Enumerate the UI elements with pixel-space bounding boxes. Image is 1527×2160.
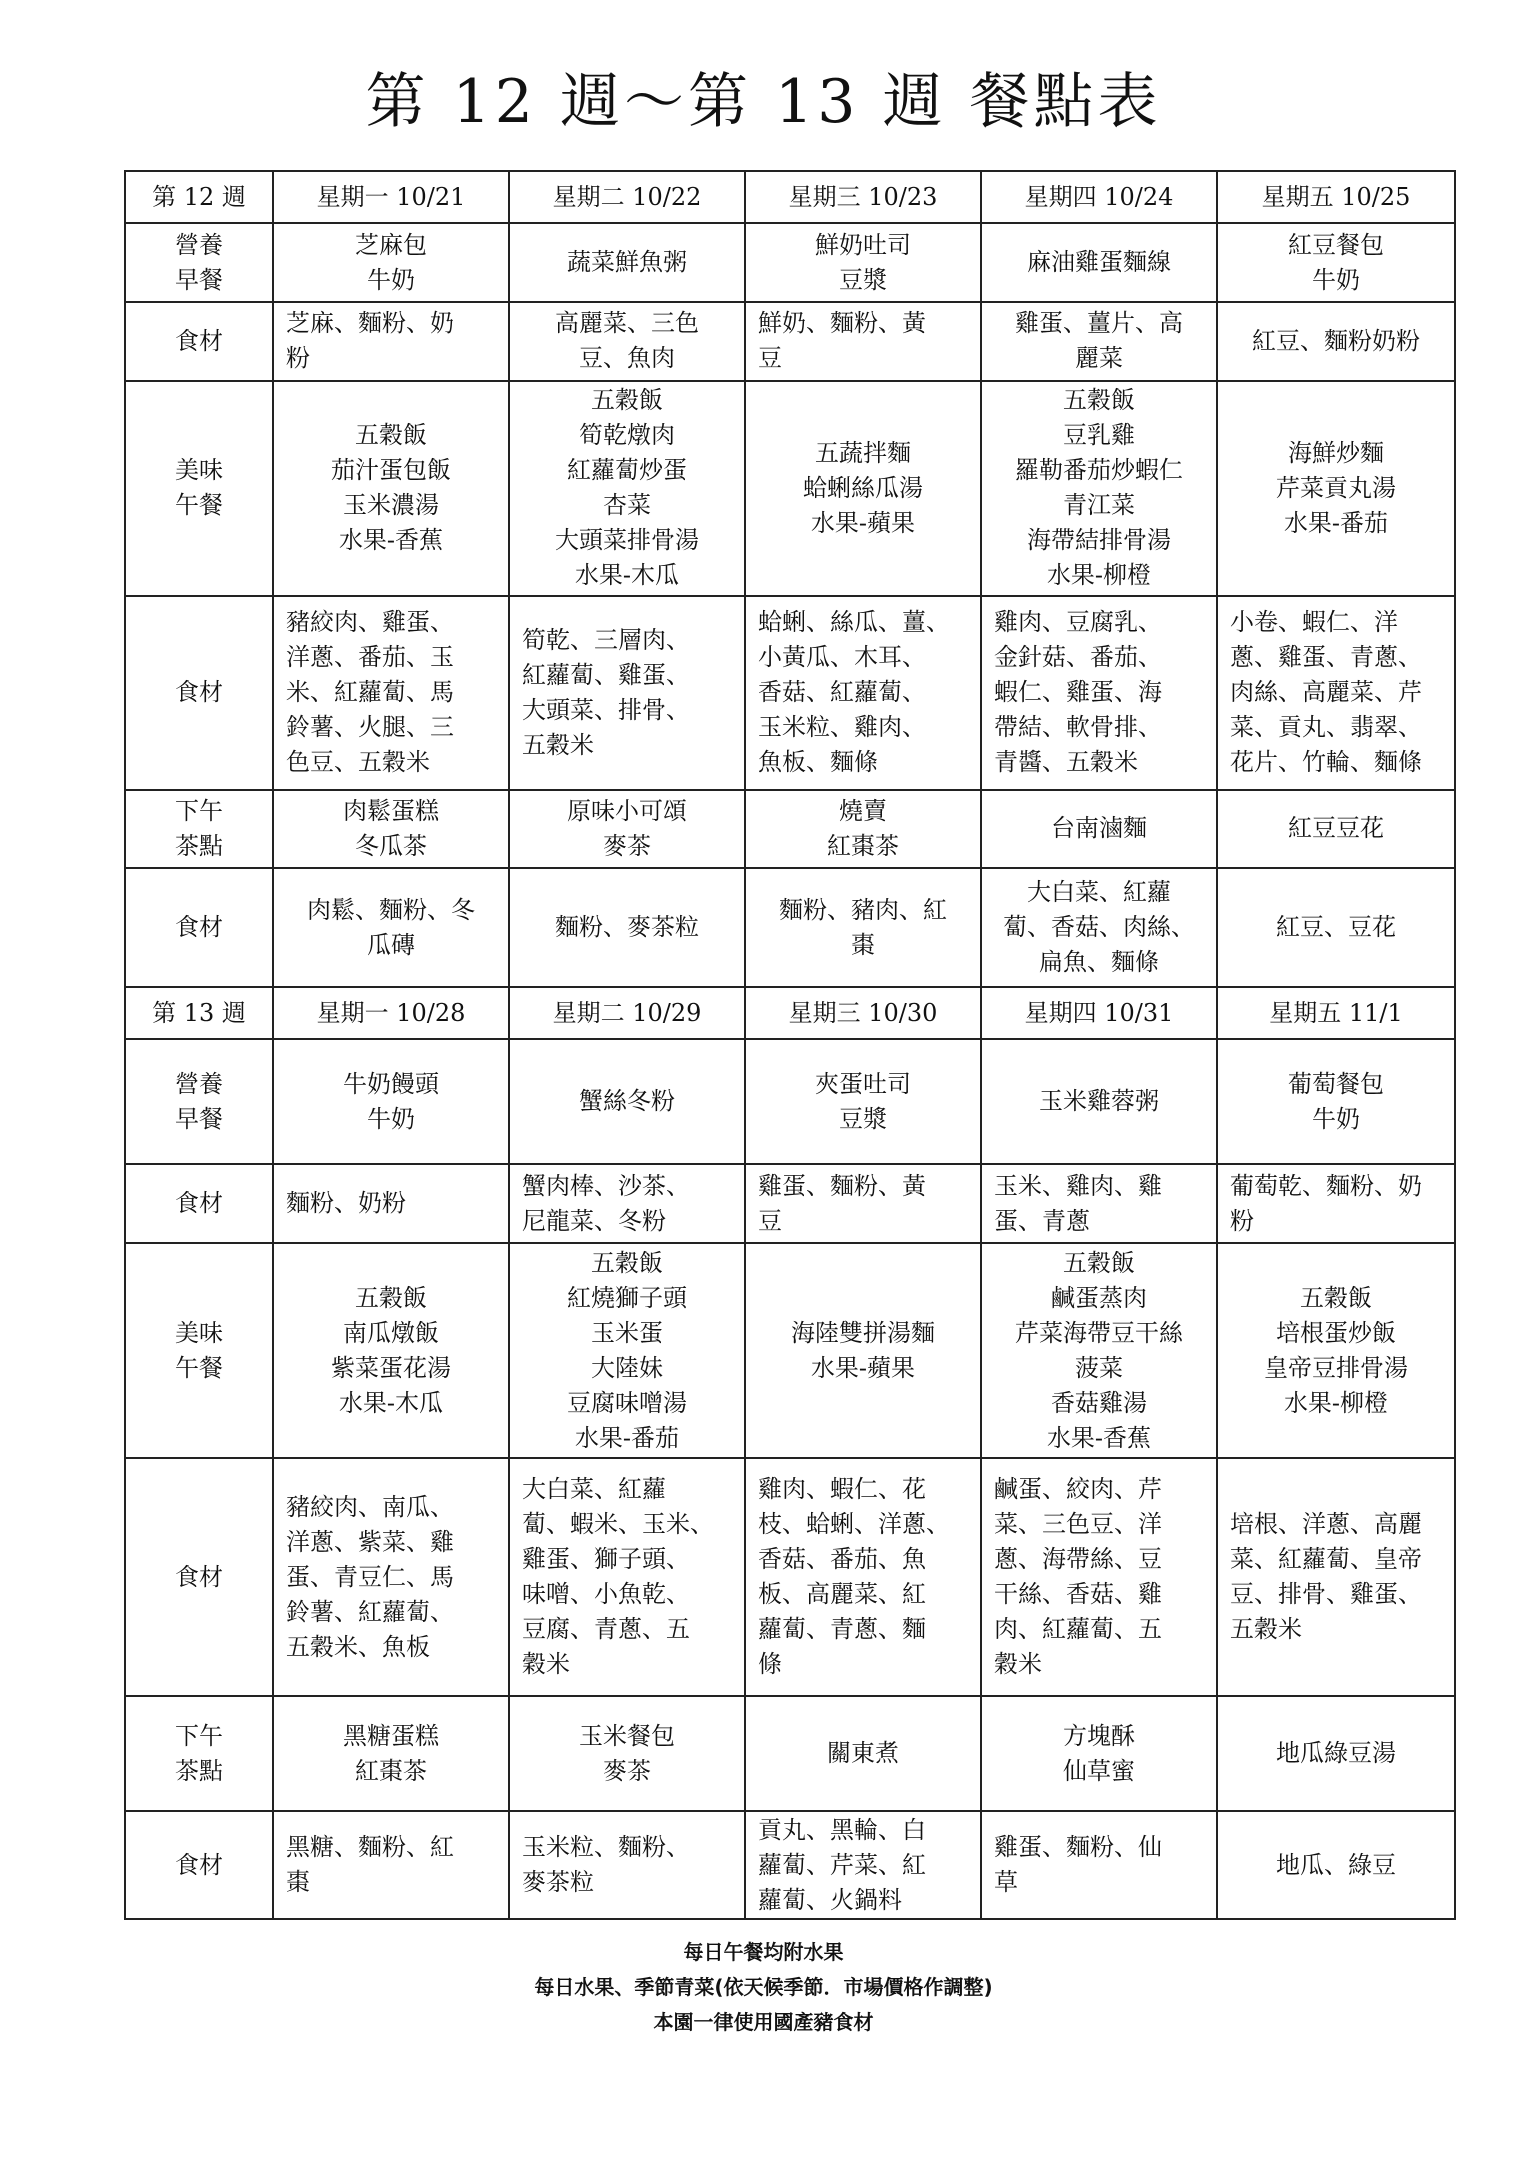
cell-line: 麵粉、麥茶粒 bbox=[555, 913, 699, 942]
menu-cell bbox=[509, 596, 745, 789]
cell-line: 金針菇、番茄、 bbox=[994, 643, 1162, 672]
cell-line: 豆 bbox=[758, 344, 782, 373]
menu-cell bbox=[745, 868, 981, 987]
cell-line: 紅棗茶 bbox=[355, 1756, 427, 1785]
menu-cell bbox=[981, 1811, 1217, 1919]
cell-line: 干絲、香菇、雞 bbox=[994, 1580, 1162, 1609]
menu-cell bbox=[1217, 1458, 1455, 1696]
cell-line: 高麗菜、三色 bbox=[555, 309, 699, 338]
cell-line: 蔥、海帶絲、豆 bbox=[994, 1545, 1162, 1574]
cell-line: 味噌、小魚乾、 bbox=[522, 1580, 690, 1609]
meal-row bbox=[125, 1243, 1455, 1459]
row-label bbox=[125, 1039, 273, 1164]
cell-line: 玉米、雞肉、雞 bbox=[994, 1171, 1162, 1200]
menu-cell bbox=[745, 1696, 981, 1811]
cell-line: 鈴薯、紅蘿蔔、 bbox=[286, 1597, 454, 1626]
cell-line: 紅燒獅子頭 bbox=[567, 1283, 687, 1312]
cell-line: 麥茶 bbox=[603, 1756, 651, 1785]
cell-line: 五穀米 bbox=[522, 730, 594, 759]
cell-line: 五穀飯 bbox=[591, 386, 663, 415]
day-header: 星期五 11/1 bbox=[1217, 987, 1455, 1039]
menu-cell bbox=[1217, 381, 1455, 597]
cell-line: 玉米濃湯 bbox=[343, 491, 439, 520]
cell-line: 台南滷麵 bbox=[1051, 814, 1147, 843]
menu-cell bbox=[273, 223, 509, 302]
meal-row bbox=[125, 790, 1455, 869]
cell-line: 蟹絲冬粉 bbox=[579, 1087, 675, 1116]
cell-line: 早餐 bbox=[175, 1104, 223, 1133]
cell-line: 牛奶饅頭 bbox=[343, 1069, 439, 1098]
cell-line: 豆、魚肉 bbox=[579, 344, 675, 373]
cell-line: 豆 bbox=[758, 1206, 782, 1235]
row-label bbox=[125, 596, 273, 789]
meal-row bbox=[125, 1164, 1455, 1243]
meal-row bbox=[125, 1696, 1455, 1811]
cell-line: 穀米 bbox=[994, 1650, 1042, 1679]
cell-line: 紅豆、麵粉奶粉 bbox=[1252, 326, 1420, 355]
cell-line: 葡萄餐包 bbox=[1288, 1069, 1384, 1098]
cell-line: 美味 bbox=[175, 1318, 223, 1347]
menu-cell bbox=[745, 596, 981, 789]
footer-notes bbox=[0, 1935, 1527, 2040]
cell-line: 水果-柳橙 bbox=[1283, 1388, 1389, 1417]
cell-line: 板、高麗菜、紅 bbox=[758, 1580, 926, 1609]
cell-line: 仙草蜜 bbox=[1063, 1756, 1135, 1785]
meal-row bbox=[125, 381, 1455, 597]
cell-line: 五穀飯 bbox=[355, 421, 427, 450]
cell-line: 蘿蔔、火鍋料 bbox=[758, 1885, 902, 1914]
cell-line: 蔔、香菇、肉絲、 bbox=[1003, 913, 1195, 942]
row-label bbox=[125, 381, 273, 597]
cell-line: 芝麻包 bbox=[355, 230, 427, 259]
cell-line: 五穀米 bbox=[1230, 1615, 1302, 1644]
cell-line: 玉米蛋 bbox=[591, 1318, 663, 1347]
menu-cell bbox=[273, 1164, 509, 1243]
meal-row bbox=[125, 868, 1455, 987]
cell-line: 夾蛋吐司 bbox=[815, 1069, 911, 1098]
cell-line: 原味小可頌 bbox=[567, 796, 687, 825]
cell-line: 肉鬆、麵粉、冬 bbox=[307, 895, 475, 924]
cell-line: 枝、蛤蜊、洋蔥、 bbox=[758, 1510, 950, 1539]
menu-cell bbox=[981, 868, 1217, 987]
menu-cell bbox=[745, 1243, 981, 1459]
menu-cell bbox=[509, 1164, 745, 1243]
cell-line: 蛋、青蔥 bbox=[994, 1206, 1090, 1235]
cell-line: 香菇雞湯 bbox=[1051, 1388, 1147, 1417]
cell-line: 食材 bbox=[175, 1850, 223, 1879]
row-label bbox=[125, 1696, 273, 1811]
cell-line: 貢丸、黑輪、白 bbox=[758, 1815, 926, 1844]
cell-line: 葡萄乾、麵粉、奶 bbox=[1230, 1171, 1422, 1200]
menu-cell bbox=[273, 1811, 509, 1919]
cell-line: 皇帝豆排骨湯 bbox=[1264, 1353, 1408, 1382]
meal-row bbox=[125, 1811, 1455, 1919]
cell-line: 小黃瓜、木耳、 bbox=[758, 643, 926, 672]
cell-line: 紅豆豆花 bbox=[1288, 814, 1384, 843]
menu-cell bbox=[509, 302, 745, 381]
cell-line: 五穀飯 bbox=[591, 1248, 663, 1277]
week-label: 第 12 週 bbox=[125, 171, 273, 223]
cell-line: 魚板、麵條 bbox=[758, 748, 878, 777]
cell-line: 紅豆餐包 bbox=[1288, 230, 1384, 259]
menu-cell bbox=[1217, 790, 1455, 869]
cell-line: 尼龍菜、冬粉 bbox=[522, 1206, 666, 1235]
cell-line: 大頭菜排骨湯 bbox=[555, 526, 699, 555]
cell-line: 麵粉、豬肉、紅 bbox=[779, 895, 947, 924]
cell-line: 色豆、五穀米 bbox=[286, 748, 430, 777]
menu-cell bbox=[981, 1243, 1217, 1459]
cell-line: 棗 bbox=[851, 930, 875, 959]
cell-line: 紅蘿蔔、雞蛋、 bbox=[522, 660, 690, 689]
day-header: 星期二 10/29 bbox=[509, 987, 745, 1039]
cell-line: 牛奶 bbox=[367, 265, 415, 294]
cell-line: 雞蛋、麵粉、黃 bbox=[758, 1171, 926, 1200]
cell-line: 玉米粒、雞肉、 bbox=[758, 713, 926, 742]
menu-cell bbox=[509, 1696, 745, 1811]
cell-line: 麥茶粒 bbox=[522, 1868, 594, 1897]
cell-line: 草 bbox=[994, 1868, 1018, 1897]
day-header: 星期二 10/22 bbox=[509, 171, 745, 223]
cell-line: 肉鬆蛋糕 bbox=[343, 796, 439, 825]
menu-cell bbox=[273, 302, 509, 381]
cell-line: 水果-蘋果 bbox=[810, 508, 916, 537]
menu-cell bbox=[981, 223, 1217, 302]
cell-line: 水果-木瓜 bbox=[574, 561, 680, 590]
row-label bbox=[125, 223, 273, 302]
menu-cell bbox=[273, 790, 509, 869]
menu-cell bbox=[273, 1696, 509, 1811]
menu-cell bbox=[981, 381, 1217, 597]
cell-line: 穀米 bbox=[522, 1650, 570, 1679]
day-header: 星期五 10/25 bbox=[1217, 171, 1455, 223]
cell-line: 關東煮 bbox=[827, 1739, 899, 1768]
day-header: 星期一 10/21 bbox=[273, 171, 509, 223]
meal-row bbox=[125, 302, 1455, 381]
row-label bbox=[125, 1243, 273, 1459]
day-header: 星期四 10/24 bbox=[981, 171, 1217, 223]
menu-cell bbox=[1217, 1243, 1455, 1459]
menu-cell bbox=[273, 596, 509, 789]
menu-cell bbox=[1217, 1811, 1455, 1919]
cell-line: 鹹蛋蒸肉 bbox=[1051, 1283, 1147, 1312]
menu-cell bbox=[1217, 223, 1455, 302]
menu-cell bbox=[1217, 1039, 1455, 1164]
meal-row bbox=[125, 223, 1455, 302]
cell-line: 蝦仁、雞蛋、海 bbox=[994, 678, 1162, 707]
cell-line: 芹菜貢丸湯 bbox=[1276, 473, 1396, 502]
cell-line: 青醬、五穀米 bbox=[994, 748, 1138, 777]
menu-cell bbox=[981, 1039, 1217, 1164]
cell-line: 方塊酥 bbox=[1063, 1721, 1135, 1750]
cell-line: 早餐 bbox=[175, 265, 223, 294]
menu-cell bbox=[981, 1164, 1217, 1243]
cell-line: 小卷、蝦仁、洋 bbox=[1230, 608, 1398, 637]
cell-line: 營養 bbox=[175, 230, 223, 259]
menu-cell bbox=[745, 1039, 981, 1164]
meal-row bbox=[125, 1458, 1455, 1696]
menu-cell bbox=[1217, 1696, 1455, 1811]
cell-line: 五穀飯 bbox=[355, 1283, 427, 1312]
cell-line: 水果-香蕉 bbox=[1046, 1423, 1152, 1452]
row-label bbox=[125, 1458, 273, 1696]
menu-cell bbox=[1217, 868, 1455, 987]
menu-cell bbox=[509, 1811, 745, 1919]
cell-line: 大白菜、紅蘿 bbox=[1027, 878, 1171, 907]
cell-line: 水果-番茄 bbox=[574, 1423, 680, 1452]
menu-cell bbox=[509, 1458, 745, 1696]
cell-line: 紫菜蛋花湯 bbox=[331, 1353, 451, 1382]
week-header-row bbox=[125, 171, 1455, 223]
cell-line: 菠菜 bbox=[1075, 1353, 1123, 1382]
menu-cell bbox=[981, 790, 1217, 869]
cell-line: 海鮮炒麵 bbox=[1288, 438, 1384, 467]
menu-cell bbox=[745, 1458, 981, 1696]
day-header: 星期三 10/23 bbox=[745, 171, 981, 223]
menu-cell bbox=[509, 790, 745, 869]
cell-line: 豆腐味噌湯 bbox=[567, 1388, 687, 1417]
cell-line: 大頭菜、排骨、 bbox=[522, 695, 690, 724]
cell-line: 南瓜燉飯 bbox=[343, 1318, 439, 1347]
meal-table bbox=[124, 170, 1456, 1920]
menu-cell bbox=[1217, 302, 1455, 381]
cell-line: 大白菜、紅蘿 bbox=[522, 1475, 666, 1504]
cell-line: 青江菜 bbox=[1063, 491, 1135, 520]
footer-note: 本園一律使用國產豬食材 bbox=[653, 2010, 874, 2034]
menu-cell bbox=[745, 223, 981, 302]
menu-cell bbox=[981, 1458, 1217, 1696]
menu-cell bbox=[273, 1243, 509, 1459]
cell-line: 雞肉、蝦仁、花 bbox=[758, 1475, 926, 1504]
menu-cell bbox=[509, 381, 745, 597]
cell-line: 豆漿 bbox=[839, 1104, 887, 1133]
row-label bbox=[125, 1811, 273, 1919]
cell-line: 麥茶 bbox=[603, 831, 651, 860]
menu-cell bbox=[745, 302, 981, 381]
menu-cell bbox=[1217, 1164, 1455, 1243]
cell-line: 地瓜綠豆湯 bbox=[1276, 1739, 1396, 1768]
cell-line: 蛤蜊、絲瓜、薑、 bbox=[758, 608, 950, 637]
cell-line: 條 bbox=[758, 1650, 782, 1679]
day-header: 星期三 10/30 bbox=[745, 987, 981, 1039]
cell-line: 黑糖、麵粉、紅 bbox=[286, 1833, 454, 1862]
cell-line: 豆漿 bbox=[839, 265, 887, 294]
cell-line: 水果-番茄 bbox=[1283, 508, 1389, 537]
cell-line: 香菇、番茄、魚 bbox=[758, 1545, 926, 1574]
cell-line: 菜、紅蘿蔔、皇帝 bbox=[1230, 1545, 1422, 1574]
cell-line: 筍乾、三層肉、 bbox=[522, 625, 690, 654]
cell-line: 牛奶 bbox=[1312, 1104, 1360, 1133]
cell-line: 紅棗茶 bbox=[827, 831, 899, 860]
menu-cell bbox=[509, 1243, 745, 1459]
cell-line: 豬絞肉、南瓜、 bbox=[286, 1492, 454, 1521]
menu-cell bbox=[745, 381, 981, 597]
cell-line: 蛤蜊絲瓜湯 bbox=[803, 473, 923, 502]
cell-line: 水果-木瓜 bbox=[338, 1388, 444, 1417]
cell-line: 蘿蔔、青蔥、麵 bbox=[758, 1615, 926, 1644]
cell-line: 牛奶 bbox=[1312, 265, 1360, 294]
cell-line: 培根、洋蔥、高麗 bbox=[1230, 1510, 1422, 1539]
cell-line: 鮮奶、麵粉、黃 bbox=[758, 309, 926, 338]
cell-line: 五穀飯 bbox=[1300, 1283, 1372, 1312]
cell-line: 菜、貢丸、翡翠、 bbox=[1230, 713, 1422, 742]
meal-row bbox=[125, 1039, 1455, 1164]
cell-line: 洋蔥、番茄、玉 bbox=[286, 643, 454, 672]
cell-line: 麵粉、奶粉 bbox=[286, 1189, 406, 1218]
week-header-row bbox=[125, 987, 1455, 1039]
cell-line: 茶點 bbox=[175, 1756, 223, 1785]
cell-line: 蔥、雞蛋、青蔥、 bbox=[1230, 643, 1422, 672]
cell-line: 羅勒番茄炒蝦仁 bbox=[1015, 456, 1183, 485]
cell-line: 海陸雙拼湯麵 bbox=[791, 1318, 935, 1347]
cell-line: 扁魚、麵條 bbox=[1039, 948, 1159, 977]
cell-line: 粉 bbox=[1230, 1206, 1254, 1235]
cell-line: 海帶結排骨湯 bbox=[1027, 526, 1171, 555]
cell-line: 米、紅蘿蔔、馬 bbox=[286, 678, 454, 707]
cell-line: 芝麻、麵粉、奶 bbox=[286, 309, 454, 338]
cell-line: 雞蛋、麵粉、仙 bbox=[994, 1833, 1162, 1862]
cell-line: 蟹肉棒、沙茶、 bbox=[522, 1171, 690, 1200]
cell-line: 水果-香蕉 bbox=[338, 526, 444, 555]
cell-line: 五穀飯 bbox=[1063, 386, 1135, 415]
footer-note: 每日水果、季節青菜(依天候季節．市場價格作調整) bbox=[534, 1975, 993, 1999]
day-header: 星期一 10/28 bbox=[273, 987, 509, 1039]
cell-line: 食材 bbox=[175, 678, 223, 707]
cell-line: 肉絲、高麗菜、芹 bbox=[1230, 678, 1422, 707]
cell-line: 午餐 bbox=[175, 491, 223, 520]
cell-line: 食材 bbox=[175, 326, 223, 355]
cell-line: 五蔬拌麵 bbox=[815, 438, 911, 467]
cell-line: 雞蛋、獅子頭、 bbox=[522, 1545, 690, 1574]
cell-line: 棗 bbox=[286, 1868, 310, 1897]
menu-cell bbox=[981, 596, 1217, 789]
cell-line: 蘿蔔、芹菜、紅 bbox=[758, 1850, 926, 1879]
cell-line: 帶結、軟骨排、 bbox=[994, 713, 1162, 742]
menu-cell bbox=[273, 1458, 509, 1696]
menu-cell bbox=[509, 223, 745, 302]
cell-line: 五穀米、魚板 bbox=[286, 1632, 430, 1661]
menu-cell bbox=[273, 868, 509, 987]
cell-line: 營養 bbox=[175, 1069, 223, 1098]
menu-cell bbox=[509, 1039, 745, 1164]
cell-line: 菜、三色豆、洋 bbox=[994, 1510, 1162, 1539]
cell-line: 冬瓜茶 bbox=[355, 831, 427, 860]
cell-line: 豆腐、青蔥、五 bbox=[522, 1615, 690, 1644]
cell-line: 瓜磚 bbox=[367, 930, 415, 959]
cell-line: 蔔、蝦米、玉米、 bbox=[522, 1510, 714, 1539]
menu-cell bbox=[745, 1164, 981, 1243]
cell-line: 五穀飯 bbox=[1063, 1248, 1135, 1277]
cell-line: 豬絞肉、雞蛋、 bbox=[286, 608, 454, 637]
cell-line: 麗菜 bbox=[1075, 344, 1123, 373]
cell-line: 食材 bbox=[175, 1189, 223, 1218]
row-label bbox=[125, 302, 273, 381]
cell-line: 水果-蘋果 bbox=[810, 1353, 916, 1382]
cell-line: 玉米雞蓉粥 bbox=[1039, 1087, 1159, 1116]
cell-line: 蛋、青豆仁、馬 bbox=[286, 1562, 454, 1591]
cell-line: 下午 bbox=[175, 796, 223, 825]
menu-cell bbox=[745, 1811, 981, 1919]
menu-cell bbox=[509, 868, 745, 987]
cell-line: 玉米餐包 bbox=[579, 1721, 675, 1750]
cell-line: 美味 bbox=[175, 456, 223, 485]
day-header: 星期四 10/31 bbox=[981, 987, 1217, 1039]
row-label bbox=[125, 868, 273, 987]
cell-line: 大陸妹 bbox=[591, 1353, 663, 1382]
cell-line: 下午 bbox=[175, 1721, 223, 1750]
menu-cell bbox=[273, 1039, 509, 1164]
cell-line: 茶點 bbox=[175, 831, 223, 860]
cell-line: 午餐 bbox=[175, 1353, 223, 1382]
row-label bbox=[125, 790, 273, 869]
cell-line: 食材 bbox=[175, 913, 223, 942]
cell-line: 筍乾燉肉 bbox=[579, 421, 675, 450]
cell-line: 水果-柳橙 bbox=[1046, 561, 1152, 590]
footer-note: 每日午餐均附水果 bbox=[683, 1940, 844, 1964]
cell-line: 黑糖蛋糕 bbox=[343, 1721, 439, 1750]
week-label: 第 13 週 bbox=[125, 987, 273, 1039]
menu-cell bbox=[981, 302, 1217, 381]
cell-line: 芹菜海帶豆干絲 bbox=[1015, 1318, 1183, 1347]
cell-line: 粉 bbox=[286, 344, 310, 373]
menu-cell bbox=[1217, 596, 1455, 789]
cell-line: 燒賣 bbox=[839, 796, 887, 825]
cell-line: 食材 bbox=[175, 1562, 223, 1591]
menu-cell bbox=[745, 790, 981, 869]
menu-cell bbox=[273, 381, 509, 597]
meal-row bbox=[125, 596, 1455, 789]
cell-line: 豆、排骨、雞蛋、 bbox=[1230, 1580, 1422, 1609]
cell-line: 洋蔥、紫菜、雞 bbox=[286, 1527, 454, 1556]
cell-line: 蔬菜鮮魚粥 bbox=[567, 248, 687, 277]
cell-line: 麻油雞蛋麵線 bbox=[1027, 248, 1171, 277]
row-label bbox=[125, 1164, 273, 1243]
cell-line: 肉、紅蘿蔔、五 bbox=[994, 1615, 1162, 1644]
cell-line: 花片、竹輪、麵條 bbox=[1230, 748, 1422, 777]
cell-line: 豆乳雞 bbox=[1063, 421, 1135, 450]
cell-line: 茄汁蛋包飯 bbox=[331, 456, 451, 485]
cell-line: 香菇、紅蘿蔔、 bbox=[758, 678, 926, 707]
cell-line: 鈴薯、火腿、三 bbox=[286, 713, 454, 742]
cell-line: 鹹蛋、絞肉、芹 bbox=[994, 1475, 1162, 1504]
cell-line: 杏菜 bbox=[603, 491, 651, 520]
cell-line: 培根蛋炒飯 bbox=[1276, 1318, 1396, 1347]
cell-line: 牛奶 bbox=[367, 1104, 415, 1133]
page-title: 第 12 週～第 13 週 餐點表 bbox=[365, 67, 1162, 137]
cell-line: 雞肉、豆腐乳、 bbox=[994, 608, 1162, 637]
menu-cell bbox=[981, 1696, 1217, 1811]
cell-line: 紅豆、豆花 bbox=[1276, 913, 1396, 942]
cell-line: 鮮奶吐司 bbox=[815, 230, 911, 259]
cell-line: 玉米粒、麵粉、 bbox=[522, 1833, 690, 1862]
cell-line: 紅蘿蔔炒蛋 bbox=[567, 456, 687, 485]
cell-line: 地瓜、綠豆 bbox=[1276, 1850, 1396, 1879]
cell-line: 雞蛋、薑片、高 bbox=[1015, 309, 1183, 338]
